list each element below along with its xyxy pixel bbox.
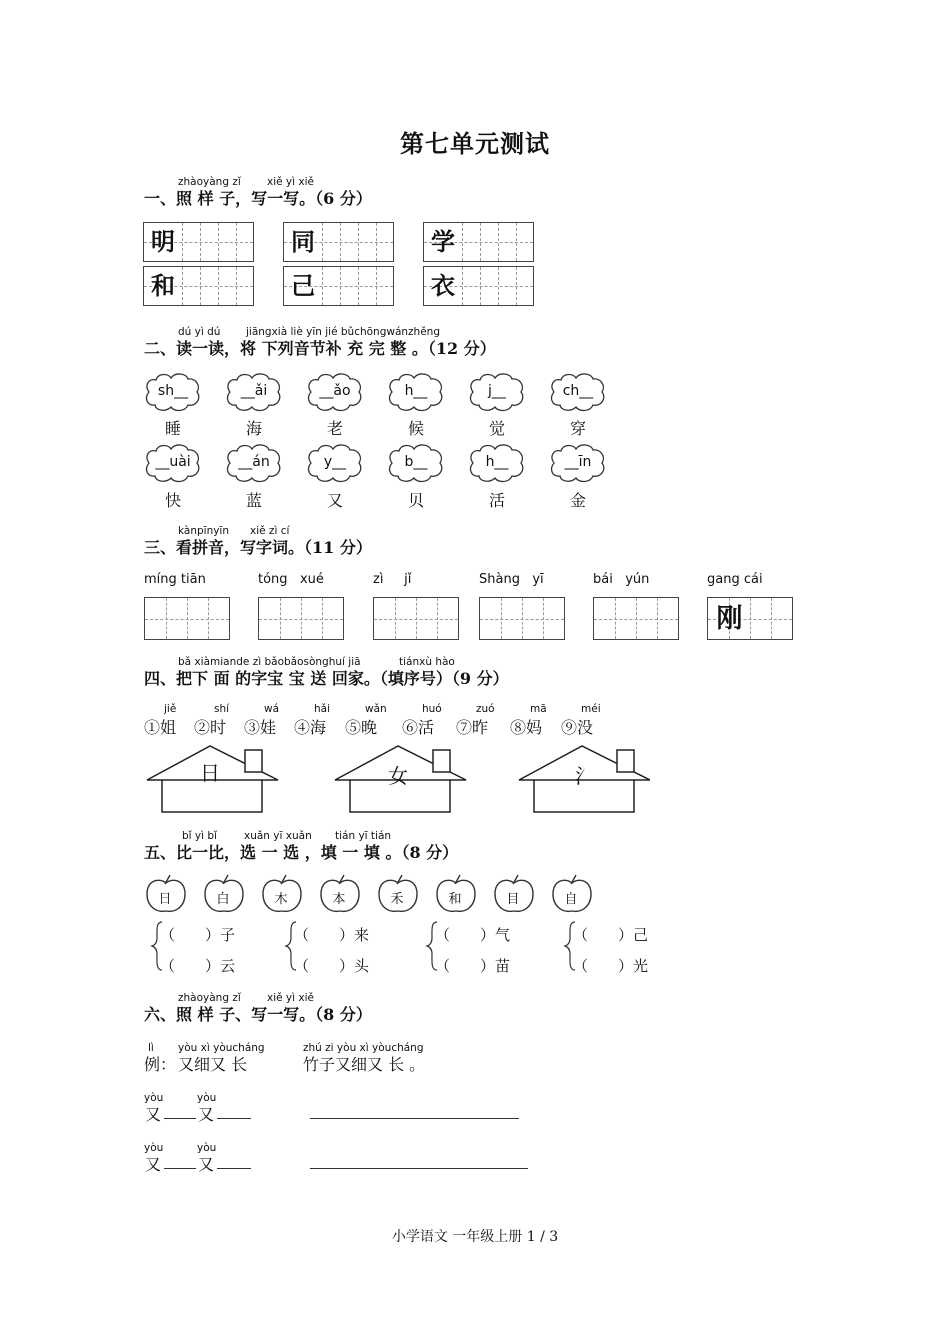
pinyin-annotation: tián yī tián	[335, 830, 392, 842]
syllable-cloud[interactable]	[549, 372, 607, 412]
pinyin-annotation: xiě zì cí	[250, 525, 290, 537]
item-label: ⑤晚	[345, 718, 378, 737]
character-item	[561, 703, 601, 738]
blank-line[interactable]	[217, 1118, 251, 1119]
pinyin-annotation: yòu	[144, 1142, 164, 1154]
syllable-cloud[interactable]	[144, 443, 202, 483]
item-label: ⑥活	[402, 718, 435, 737]
example-phrase: 又细又 长	[178, 1055, 248, 1074]
cloud-char: 海	[245, 419, 262, 438]
item-label: ⑨没	[561, 718, 594, 737]
choice-blank[interactable]: （ ）苗	[435, 957, 511, 975]
apple-char: 自	[564, 892, 578, 907]
cloud-char: 快	[164, 491, 181, 510]
you-char: 又	[198, 1105, 215, 1124]
pinyin-annotation: yòu	[197, 1092, 217, 1104]
cloud-char: 金	[569, 491, 586, 510]
cloud-syllable: ch__	[562, 383, 594, 399]
sample-char: 明	[151, 227, 175, 256]
item-label: ②时	[194, 718, 227, 737]
item-pinyin: mā	[530, 703, 547, 715]
choice-blank[interactable]: （ ）云	[160, 957, 236, 975]
section-5-heading	[144, 840, 458, 863]
item-label: ⑧妈	[510, 718, 543, 737]
apple-char: 禾	[390, 892, 404, 907]
pinyin-annotation: zhú zi yòu xì yòucháng	[303, 1042, 424, 1054]
item-pinyin: méi	[581, 703, 601, 715]
sentence-line[interactable]	[310, 1168, 528, 1169]
tian-grid-5[interactable]	[283, 266, 394, 306]
word-pinyin: míng tiān	[144, 572, 206, 587]
tian-grid-3[interactable]	[423, 222, 534, 262]
example-label: 例：	[144, 1055, 177, 1074]
syllable-cloud[interactable]	[225, 372, 283, 412]
character-item	[456, 703, 495, 738]
cloud-char: 穿	[569, 419, 586, 438]
cloud-syllable: y__	[323, 454, 347, 470]
item-pinyin: huó	[422, 703, 442, 715]
choice-blank[interactable]: （ ）来	[294, 926, 370, 944]
page-title: 第七单元测试	[400, 129, 550, 158]
character-item	[144, 703, 177, 738]
section-number: 三、	[144, 538, 177, 557]
section-number: 六、	[144, 1005, 177, 1024]
you-char: 又	[145, 1105, 162, 1124]
cloud-syllable: __ǎo	[319, 383, 351, 399]
cloud-char: 贝	[407, 491, 424, 510]
section-4-heading	[144, 666, 509, 689]
apple-char: 木	[274, 892, 288, 907]
cloud-char: 蓝	[245, 491, 262, 510]
cloud-char: 老	[326, 419, 343, 438]
cloud-char: 又	[326, 491, 343, 510]
section-number: 二、	[144, 339, 177, 358]
item-pinyin: jiě	[164, 703, 177, 715]
character-item	[402, 703, 442, 738]
word-pinyin: tóng xué	[258, 572, 324, 587]
pinyin-annotation: zhàoyàng zǐ	[178, 176, 241, 188]
pinyin-annotation: lì	[148, 1042, 154, 1054]
blank-line[interactable]	[164, 1168, 196, 1169]
section-text: 比一比，选 一 选 ，填 一 填 。（8 分）	[176, 843, 459, 862]
you-char: 又	[198, 1155, 215, 1174]
item-pinyin: hǎi	[314, 703, 331, 715]
pinyin-annotation: bǎ xiàmiande zì bǎobǎosònghuí jiā	[178, 656, 361, 668]
writing-grid[interactable]	[144, 597, 230, 640]
pinyin-annotation: xiě yì xiě	[267, 992, 314, 1004]
tian-grid-4[interactable]	[143, 266, 254, 306]
pinyin-annotation: tiánxù hào	[399, 656, 455, 668]
writing-grid[interactable]	[707, 597, 793, 640]
item-label: ⑦昨	[456, 718, 489, 737]
item-label: ①姐	[144, 718, 177, 737]
writing-grid[interactable]	[373, 597, 459, 640]
tian-grid-6[interactable]	[423, 266, 534, 306]
sample-char: 己	[291, 271, 315, 300]
sample-char: 和	[151, 271, 175, 300]
syllable-cloud[interactable]	[144, 372, 202, 412]
page-footer: 小学语文 一年级上册 1 / 3	[391, 1229, 559, 1245]
syllable-cloud[interactable]	[306, 443, 364, 483]
pinyin-annotation: yòu	[144, 1092, 164, 1104]
you-char: 又	[145, 1155, 162, 1174]
section-number: 一、	[144, 189, 177, 208]
pinyin-annotation: jiāngxià liè yīn jié bǔchōngwánzhěng	[246, 326, 440, 338]
cloud-syllable: j__	[488, 383, 506, 399]
pinyin-annotation: kànpīnyīn	[178, 525, 230, 537]
syllable-cloud[interactable]	[306, 372, 364, 412]
tian-grid-1[interactable]	[143, 222, 254, 262]
section-6-heading	[144, 1002, 372, 1025]
section-3-heading	[144, 535, 372, 558]
cloud-char: 觉	[488, 419, 505, 438]
cloud-syllable: h__	[404, 383, 428, 399]
apple-char: 和	[448, 892, 462, 907]
apple-char: 日	[158, 892, 172, 907]
character-item	[244, 703, 280, 738]
syllable-cloud[interactable]	[387, 372, 445, 412]
item-pinyin: shí	[214, 703, 230, 715]
item-label: ③娃	[244, 718, 277, 737]
sample-char: 学	[431, 227, 455, 256]
pinyin-annotation: zhàoyàng zǐ	[178, 992, 241, 1004]
choice-blank[interactable]: （ ）气	[435, 926, 511, 944]
apple-char: 白	[216, 892, 230, 907]
word-pinyin: bái yún	[593, 572, 650, 587]
cloud-syllable: __án	[238, 454, 270, 470]
pinyin-annotation: bǐ yì bǐ	[182, 830, 217, 842]
pinyin-annotation: yòu	[197, 1142, 217, 1154]
blank-line[interactable]	[164, 1118, 196, 1119]
syllable-cloud[interactable]	[549, 443, 607, 483]
cloud-syllable: __īn	[564, 454, 592, 470]
section-text: 把下 面 的字宝 宝 送 回家。（填序号）（9 分）	[176, 669, 509, 688]
section-text: 照 样 子，写一写。（6 分）	[176, 189, 372, 208]
section-1-heading	[144, 186, 372, 209]
house-label: 女	[388, 764, 408, 788]
cloud-syllable: b__	[404, 454, 428, 470]
cloud-char: 候	[407, 419, 424, 438]
character-item	[194, 703, 230, 738]
house-label: 氵	[575, 764, 595, 788]
grid-char: 刚	[716, 604, 743, 634]
cloud-syllable: __ǎi	[240, 383, 268, 399]
cloud-syllable: h__	[485, 454, 509, 470]
pinyin-annotation: xiě yì xiě	[267, 176, 314, 188]
choice-blank[interactable]: （ ）光	[573, 957, 649, 975]
apple-char: 目	[506, 892, 520, 907]
item-label: ④海	[294, 718, 327, 737]
pinyin-annotation: yòu xì yòucháng	[178, 1042, 265, 1054]
cloud-syllable: __uài	[155, 454, 191, 470]
writing-grid[interactable]	[593, 597, 679, 640]
pinyin-annotation: xuǎn yī xuǎn	[244, 830, 312, 842]
example-sentence: 竹子又细又 长 。	[303, 1055, 426, 1074]
syllable-cloud[interactable]	[387, 443, 445, 483]
item-pinyin: wá	[264, 703, 280, 715]
section-text: 看拼音，写字词。（11 分）	[176, 538, 372, 557]
sample-char: 同	[291, 227, 315, 256]
character-item	[345, 703, 387, 738]
house-label: 日	[200, 761, 220, 785]
choice-blank[interactable]: （ ）子	[160, 926, 236, 944]
character-item	[294, 703, 331, 738]
writing-grid[interactable]	[479, 597, 565, 640]
cloud-char: 活	[488, 491, 505, 510]
section-2-heading	[144, 336, 496, 359]
syllable-cloud[interactable]	[225, 443, 283, 483]
word-pinyin: zì jǐ	[373, 572, 412, 587]
section-number: 四、	[144, 669, 177, 688]
section-text: 照 样 子、写一写。（8 分）	[176, 1005, 372, 1024]
item-pinyin: zuó	[476, 703, 495, 715]
syllable-cloud[interactable]	[468, 372, 526, 412]
choice-blank[interactable]: （ ）己	[573, 926, 649, 944]
section-number: 五、	[144, 843, 177, 862]
character-item	[510, 703, 547, 738]
word-pinyin: Shàng yī	[479, 572, 544, 587]
cloud-char: 睡	[164, 419, 181, 438]
section-text: 读一读，将 下列音节补 充 完 整 。（12 分）	[176, 339, 496, 358]
word-pinyin: gang cái	[707, 572, 763, 587]
item-pinyin: wǎn	[365, 703, 387, 715]
writing-grid[interactable]	[258, 597, 344, 640]
sample-char: 衣	[431, 271, 455, 300]
pinyin-annotation: dú yì dú	[178, 326, 221, 338]
cloud-syllable: sh__	[157, 383, 189, 399]
choice-blank[interactable]: （ ）头	[294, 957, 370, 975]
syllable-cloud[interactable]	[468, 443, 526, 483]
blank-line[interactable]	[217, 1168, 251, 1169]
sentence-line[interactable]	[310, 1118, 519, 1119]
tian-grid-2[interactable]	[283, 222, 394, 262]
apple-char: 本	[332, 892, 346, 907]
